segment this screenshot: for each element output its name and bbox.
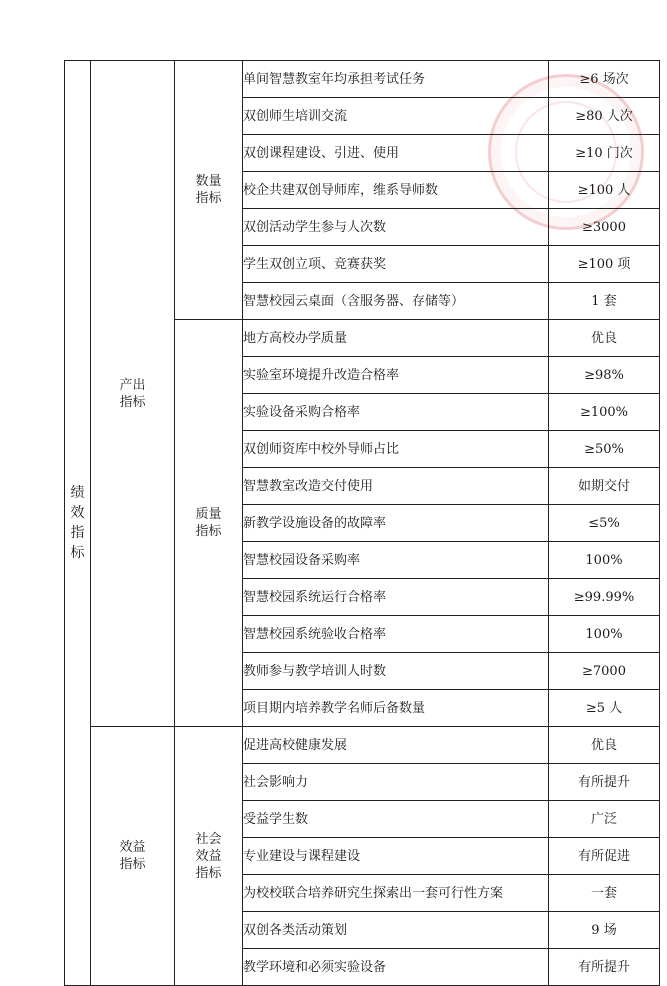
indicator-value: 广泛	[549, 801, 660, 838]
indicator-value: 有所提升	[549, 949, 660, 986]
indicator-item: 教学环境和必须实验设备	[243, 949, 549, 986]
indicator-value: ≥100%	[549, 394, 660, 431]
indicator-item: 新教学设施设备的故障率	[243, 505, 549, 542]
performance-indicator-header-label: 绩效指标	[70, 485, 85, 561]
indicator-value: ≥3000	[549, 209, 660, 246]
indicator-item: 学生双创立项、竞赛获奖	[243, 246, 549, 283]
indicator-item: 双创师资库中校外导师占比	[243, 431, 549, 468]
indicator-value: ≥80 人次	[549, 98, 660, 135]
indicator-value: 100%	[549, 616, 660, 653]
indicator-item: 地方高校办学质量	[243, 320, 549, 357]
indicator-item: 促进高校健康发展	[243, 727, 549, 764]
indicator-item: 单间智慧教室年均承担考试任务	[243, 61, 549, 98]
output-indicator-header-label: 产出指标	[119, 377, 146, 410]
indicator-value: 有所促进	[549, 838, 660, 875]
benefit-indicator-header	[91, 727, 175, 986]
indicator-value: ≥100 项	[549, 246, 660, 283]
indicator-value: 如期交付	[549, 468, 660, 505]
indicator-item: 双创各类活动策划	[243, 912, 549, 949]
performance-indicator-table	[64, 60, 660, 986]
indicator-item: 专业建设与课程建设	[243, 838, 549, 875]
indicator-value: ≤5%	[549, 505, 660, 542]
indicator-item: 受益学生数	[243, 801, 549, 838]
indicator-value: ≥5 人	[549, 690, 660, 727]
indicator-value: ≥10 门次	[549, 135, 660, 172]
table-row	[65, 727, 660, 764]
indicator-item: 双创活动学生参与人次数	[243, 209, 549, 246]
indicator-value: ≥50%	[549, 431, 660, 468]
indicator-item: 双创课程建设、引进、使用	[243, 135, 549, 172]
indicator-value: 优良	[549, 320, 660, 357]
indicator-item: 智慧校园系统运行合格率	[243, 579, 549, 616]
indicator-value: ≥100 人	[549, 172, 660, 209]
indicator-item: 实验设备采购合格率	[243, 394, 549, 431]
indicator-item: 社会影响力	[243, 764, 549, 801]
indicator-value: ≥6 场次	[549, 61, 660, 98]
indicator-value: 9 场	[549, 912, 660, 949]
indicator-item: 为校校联合培养研究生探索出一套可行性方案	[243, 875, 549, 912]
quantity-indicator-header	[175, 61, 243, 320]
benefit-indicator-header-label: 效益指标	[119, 840, 146, 872]
social-benefit-indicator-header	[175, 727, 243, 986]
indicator-value: 优良	[549, 727, 660, 764]
quantity-indicator-header-label: 数量指标	[195, 174, 222, 206]
indicator-value: 有所提升	[549, 764, 660, 801]
performance-indicator-header	[65, 61, 91, 986]
indicator-item: 校企共建双创导师库，维系导师数	[243, 172, 549, 209]
indicator-item: 智慧校园设备采购率	[243, 542, 549, 579]
indicator-value: ≥98%	[549, 357, 660, 394]
quality-indicator-header	[175, 320, 243, 727]
indicator-value: ≥7000	[549, 653, 660, 690]
indicator-value: ≥99.99%	[549, 579, 660, 616]
indicator-item: 双创师生培训交流	[243, 98, 549, 135]
indicator-value: 1 套	[549, 283, 660, 320]
indicator-item: 实验室环境提升改造合格率	[243, 357, 549, 394]
indicator-item: 智慧校园云桌面（含服务器、存储等）	[243, 283, 549, 320]
indicator-item: 智慧教室改造交付使用	[243, 468, 549, 505]
indicator-value: 100%	[549, 542, 660, 579]
indicator-value: 一套	[549, 875, 660, 912]
quality-indicator-header-label: 质量指标	[195, 507, 222, 539]
social-benefit-indicator-header-label: 社会效益指标	[195, 831, 222, 881]
indicator-item: 智慧校园系统验收合格率	[243, 616, 549, 653]
indicator-item: 项目期内培养教学名师后备数量	[243, 690, 549, 727]
indicator-item: 教师参与教学培训人时数	[243, 653, 549, 690]
output-indicator-header	[91, 61, 175, 727]
table-row	[65, 61, 660, 98]
